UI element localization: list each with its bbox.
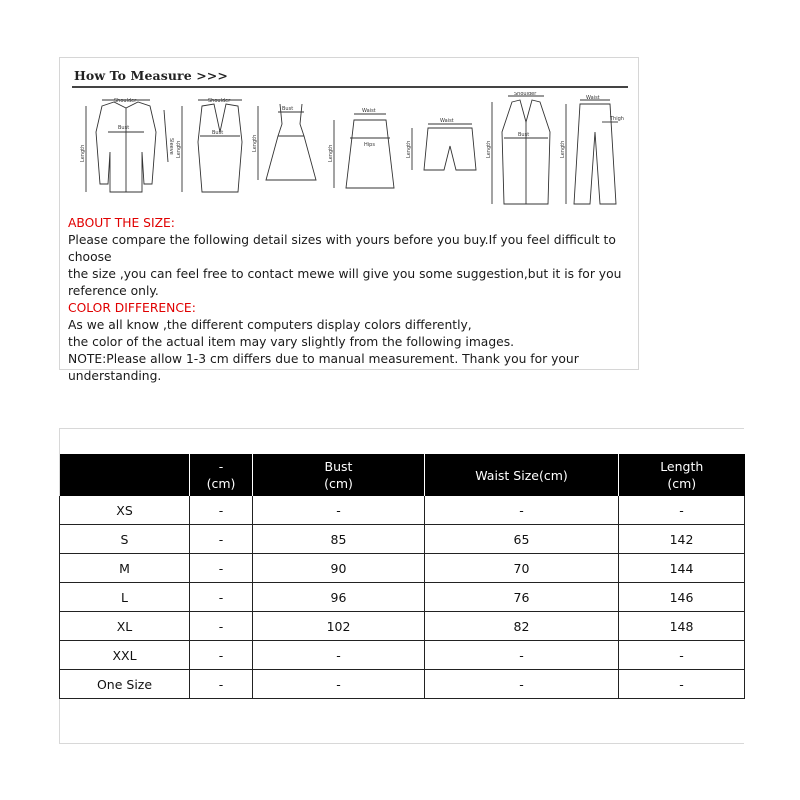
coat-illustration <box>486 92 550 204</box>
cell-length: - <box>619 496 745 525</box>
header-length-line2: (cm) <box>667 476 697 491</box>
label-shoulder-3: Shoulder <box>514 92 537 97</box>
cell-col-2: - <box>190 583 253 612</box>
label-sleeve: Sleeve <box>168 138 174 155</box>
header-col-2 <box>190 454 253 496</box>
table-row <box>60 641 745 670</box>
cell-size: S <box>60 525 190 554</box>
label-length-6: Length <box>486 140 492 158</box>
color-line-2: the color of the actual item may vary slightly from the following images. <box>68 335 515 349</box>
cell-col-2: - <box>190 670 253 699</box>
color-line-1: As we all know ,the different computers display colors differently, <box>68 318 472 332</box>
cell-length: 144 <box>619 554 745 583</box>
label-length-4: Length <box>328 144 334 162</box>
cell-col-2: - <box>190 641 253 670</box>
cell-bust: 85 <box>253 525 425 554</box>
table-row <box>60 612 745 641</box>
cell-bust: - <box>253 496 425 525</box>
shorts-illustration <box>406 118 476 170</box>
frame-top-rule <box>59 428 744 429</box>
cell-waist: - <box>425 496 619 525</box>
skirt-illustration <box>328 108 394 188</box>
header-length <box>619 454 745 496</box>
label-waist-3: Waist <box>586 95 600 101</box>
header-waist <box>425 454 619 496</box>
label-length-3: Length <box>252 134 258 152</box>
cell-size: M <box>60 554 190 583</box>
header-length-line1: Length <box>660 459 704 474</box>
color-difference-heading: COLOR DIFFERENCE: <box>68 301 196 315</box>
cell-length: 142 <box>619 525 745 554</box>
label-length-1: Length <box>80 144 86 162</box>
label-shoulder-1: Shoulder <box>114 98 137 104</box>
cell-col-2: - <box>190 612 253 641</box>
label-thigh: Thigh <box>610 116 624 122</box>
label-bust-3: Bust <box>282 106 294 112</box>
trousers-illustration <box>560 95 624 204</box>
label-bust-4: Bust <box>518 132 530 138</box>
cell-col-2: - <box>190 525 253 554</box>
tank-top-illustration <box>176 98 242 192</box>
size-chart-section <box>59 428 744 744</box>
header-col-2-line2: (cm) <box>206 476 236 491</box>
note-line-2: understanding. <box>68 369 162 383</box>
label-hips: Hips <box>364 142 375 148</box>
cell-bust: - <box>253 641 425 670</box>
cell-size: XL <box>60 612 190 641</box>
table-row <box>60 554 745 583</box>
about-size-line-2: the size ,you can feel free to contact mewe will give you some suggestion,but it is for you <box>68 267 622 281</box>
header-size <box>60 454 190 496</box>
about-size-line-3: reference only. <box>68 284 159 298</box>
cell-length: 148 <box>619 612 745 641</box>
label-waist-1: Waist <box>362 108 376 114</box>
dress-illustration <box>252 104 316 180</box>
note-line-1: NOTE:Please allow 1-3 cm differs due to manual measurement. Thank you for your <box>68 352 579 366</box>
cell-bust: 102 <box>253 612 425 641</box>
table-header-row <box>60 454 745 496</box>
frame-bottom-rule <box>59 743 744 744</box>
label-bust-1: Bust <box>118 125 130 131</box>
cell-bust: - <box>253 670 425 699</box>
cell-waist: 82 <box>425 612 619 641</box>
header-waist-line1: Waist Size(cm) <box>475 467 568 483</box>
cell-bust: 96 <box>253 583 425 612</box>
cell-bust: 90 <box>253 554 425 583</box>
label-bust-2: Bust <box>212 130 224 136</box>
shirt-illustration <box>80 98 174 192</box>
cell-waist: 65 <box>425 525 619 554</box>
table-row <box>60 525 745 554</box>
header-bust-line1: Bust <box>324 459 353 474</box>
table-row <box>60 583 745 612</box>
cell-length: 146 <box>619 583 745 612</box>
label-length-5: Length <box>406 140 412 158</box>
measurement-diagram <box>72 92 628 212</box>
label-length-7: Length <box>560 140 566 158</box>
cell-waist: - <box>425 641 619 670</box>
cell-size: One Size <box>60 670 190 699</box>
cell-length: - <box>619 641 745 670</box>
about-size-line-1: Please compare the following detail sizes with yours before you buy.If you feel difficult to choose <box>68 233 616 264</box>
label-waist-2: Waist <box>440 118 454 124</box>
size-notes <box>68 215 634 385</box>
cell-size: L <box>60 583 190 612</box>
label-shoulder-2: Shoulder <box>208 98 231 104</box>
size-table <box>59 454 745 699</box>
about-size-heading: ABOUT THE SIZE: <box>68 216 175 230</box>
title-divider <box>72 86 628 88</box>
cell-size: XXL <box>60 641 190 670</box>
cell-col-2: - <box>190 554 253 583</box>
garment-illustrations <box>72 92 628 212</box>
measure-title: How To Measure >>> <box>74 68 228 83</box>
cell-waist: 76 <box>425 583 619 612</box>
cell-col-2: - <box>190 496 253 525</box>
cell-waist: 70 <box>425 554 619 583</box>
how-to-measure-panel <box>59 57 639 383</box>
cell-length: - <box>619 670 745 699</box>
header-bust-line2: (cm) <box>324 476 353 491</box>
table-row <box>60 670 745 699</box>
table-row <box>60 496 745 525</box>
label-length-2: Length <box>176 140 182 158</box>
cell-size: XS <box>60 496 190 525</box>
header-col-2-line1: - <box>218 459 224 474</box>
cell-waist: - <box>425 670 619 699</box>
header-bust <box>253 454 425 496</box>
